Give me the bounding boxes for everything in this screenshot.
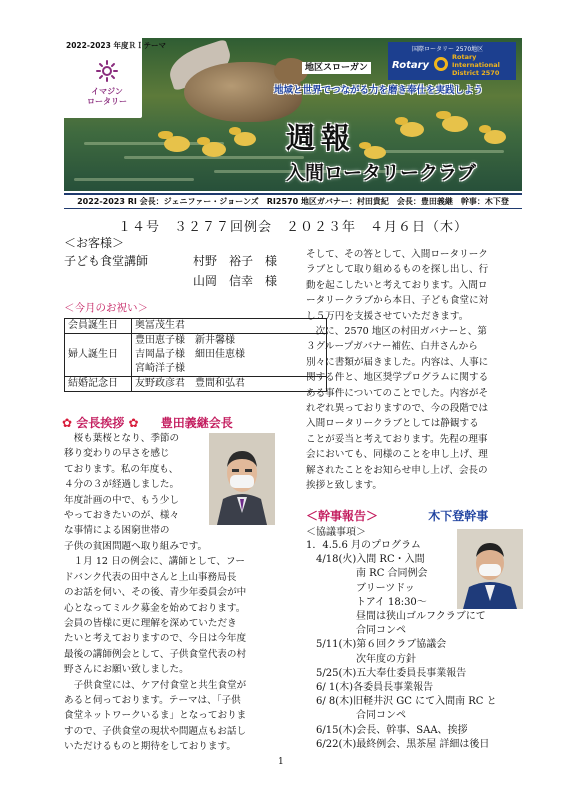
list-item: 1．4.5.6 月のプログラム bbox=[306, 540, 421, 551]
table-cell-names: 友野政彦君 豊間和弘君 bbox=[132, 377, 327, 392]
celebrations-table bbox=[64, 318, 327, 392]
list-item: ブリーツドッ bbox=[306, 582, 415, 594]
list-item: 合同コンペ bbox=[306, 710, 406, 722]
slogan-label: 地区スローガン bbox=[302, 62, 371, 74]
guest-role: 子ども食堂講師 bbox=[64, 254, 149, 268]
president-photo bbox=[209, 433, 275, 525]
list-item: 5/25(木)五大奉仕委員長事業報告 bbox=[306, 667, 467, 679]
list-item: 次年度の方針 bbox=[306, 653, 416, 665]
list-item: 6/15(木)会長、幹事、SAA、挨拶 bbox=[306, 724, 468, 736]
issue-line: １４号 ３２７７回例会 ２０２３年 ４月６日（木） bbox=[118, 220, 469, 235]
table-row bbox=[65, 377, 327, 392]
list-item: 4/18(火)入間 RC・入間 bbox=[306, 554, 425, 566]
table-cell-label: 婦人誕生日 bbox=[65, 334, 132, 377]
imagine-rotary-label: イマジン ロータリー bbox=[87, 87, 127, 106]
guest-name: 山岡 信幸 様 bbox=[193, 274, 278, 288]
table-cell-names: 豊田恵子様 新井馨様 吉岡晶子様 細田佳恵様 宮崎洋子様 bbox=[132, 334, 327, 377]
guests-heading: ＜お客様＞ bbox=[64, 236, 125, 250]
imagine-rotary-logo-icon bbox=[96, 60, 118, 82]
officers-bar: 2022-2023 RI 会長：ジェニファー・ジョーンズ RI2570 地区ガバナー：村田貴紀 会長：豊田義継 幹事：木下登 bbox=[64, 193, 522, 209]
agenda-list bbox=[306, 539, 497, 752]
list-item: 6/22(木)最終例会、黒茶屋 詳細は後日 bbox=[306, 738, 490, 750]
rotary-district-logo: 国際ロータリー 2570地区 Rotary Rotary International District 2570 bbox=[388, 42, 516, 80]
list-item: トアイ 18:30～ bbox=[306, 596, 427, 608]
list-item: 南 RC 合同例会 bbox=[306, 568, 428, 580]
president-name: 豊田義継会長 bbox=[160, 416, 233, 430]
club-name: 入間ロータリークラブ bbox=[286, 162, 477, 184]
celebrations-heading: ＜今月のお祝い＞ bbox=[64, 302, 148, 314]
page-number: 1 bbox=[278, 757, 284, 767]
flower-icon: ✿ bbox=[62, 416, 73, 430]
table-row bbox=[65, 334, 327, 377]
slogan-text: 地域と世界でつながる力を磨き奉仕を実践しよう bbox=[274, 85, 484, 96]
guest-name: 村野 裕子 様 bbox=[193, 254, 278, 268]
president-message-continued: そして、その答として、入間ロータリーク ラブとして取り組めるものを探し出し、行 動を起こしたいと考えております。入間ロ ータリークラブから本日、子ども食堂に対 し５万円を支援させていただきます。 次に、2570 地区の村田ガバナーと、第 ３グループガバナー補佐、白井さんから 別々に書類が届きました。内容は、人事に 関する件と、地区奨学プログラムに関する ある事件についてのことでした。内容がそ れぞれ異っておりますので、今の段階では 入間ロータリークラブとしては静観する ことが妥当と考えております。先程の理事 会においても、同様のことを申し上げ、理 解されたことをお知らせ申し上げ、会長の 挨拶と致します。 bbox=[306, 249, 489, 492]
header-banner bbox=[64, 38, 522, 191]
list-item: 合同コンペ bbox=[306, 625, 406, 637]
rotary-wheel-icon bbox=[434, 57, 448, 71]
ri-theme-year: 2022-2023 年度ＲＩテーマ bbox=[66, 41, 166, 50]
agenda-heading: ＜協議事項＞ bbox=[306, 527, 366, 538]
list-item: 6/ 8(木)旧軽井沢 GC にて入間南 RC と bbox=[306, 696, 497, 708]
president-message: 子供の貧困問題へ取り組みです。 １月 12 日の例会に、講師として、フー ドバンク代表の田中さんと上山事務局長 のお話を伺い、その後、青少年委員会が中 心となってミルク募金を始めております。 会員の皆様に更に理解を深めていただき たいと考えておりますので、今日は今年度 最後の講師例会として、子供食堂代表の村 野さんにお願い致しました。 子供食堂には、ケア付食堂と共生食堂が あると伺っております。テーマは、「子供 食堂ネットワークいるま」となっておりま すので、子供食堂の現状や問題点もお話し いただけるものと期待をしております。 bbox=[64, 541, 247, 753]
newsletter-title: 週報 bbox=[286, 121, 357, 155]
president-heading: ✿ 会長挨拶 ✿ 豊田義継会長 bbox=[62, 416, 233, 430]
ri-theme-box bbox=[64, 38, 166, 118]
list-item: 昼間は狭山ゴルフクラブにて bbox=[306, 611, 486, 623]
table-cell-names: 奥冨茂生君 bbox=[132, 319, 327, 334]
table-cell-label: 会員誕生日 bbox=[65, 319, 132, 334]
secretary-heading: ＜幹事報告＞ 木下登幹事 bbox=[306, 509, 489, 523]
table-row bbox=[65, 319, 327, 334]
list-item: 5/11(木)第６回クラブ協議会 bbox=[306, 639, 447, 651]
list-item: 6/ 1(木)各委員長事業報告 bbox=[306, 682, 434, 694]
secretary-name: 木下登幹事 bbox=[428, 509, 489, 523]
president-message-wrapped: 桜も葉桜となり、季節の 移り変わりの早さを感じ ております。私の年度も、 ４分の３が経過しました。 年度計画の中で、もう少し やっておきたいのが、様々 な事情による困窮世帯の bbox=[64, 433, 180, 537]
table-cell-label: 結婚記念日 bbox=[65, 377, 132, 392]
flower-icon: ✿ bbox=[128, 416, 139, 430]
